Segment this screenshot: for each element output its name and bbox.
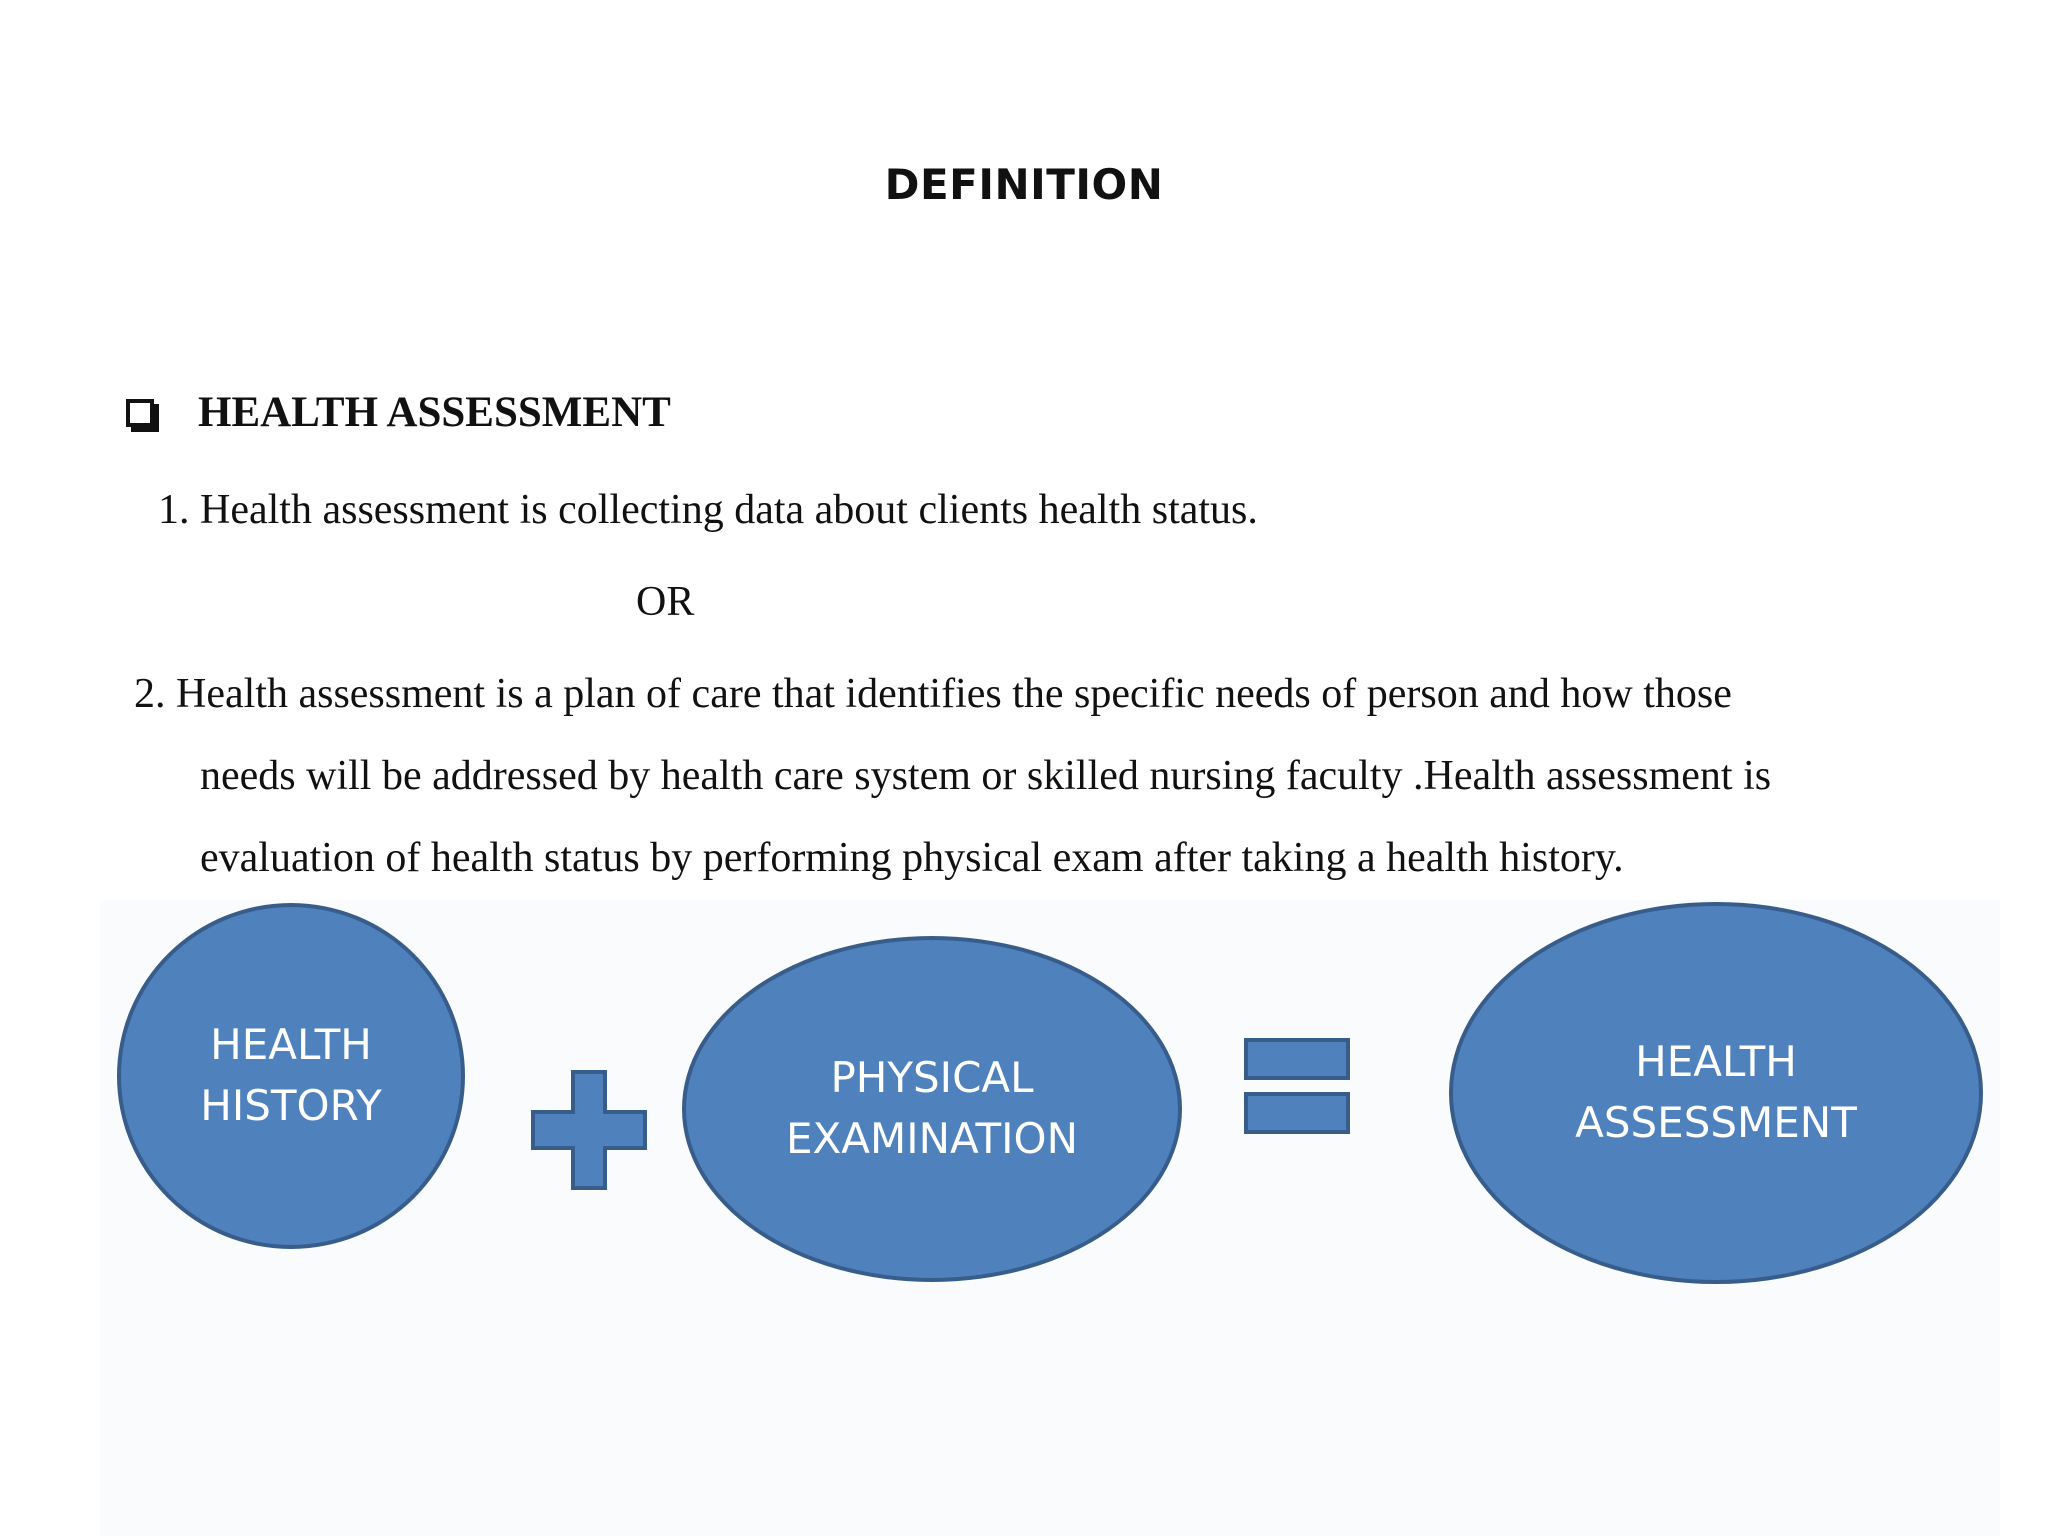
node-label-line: ASSESSMENT xyxy=(1575,1098,1857,1147)
or-separator: OR xyxy=(636,579,695,625)
slide-title: DEFINITION xyxy=(884,160,1164,209)
health-history-node xyxy=(117,903,465,1249)
node-label-line: HISTORY xyxy=(200,1081,382,1130)
health-assessment-node xyxy=(1449,902,1983,1284)
node-label-line: HEALTH xyxy=(210,1020,372,1070)
node-label-line: HEALTH xyxy=(1635,1037,1797,1087)
section-heading: HEALTH ASSESSMENT xyxy=(198,389,671,436)
definition-2-line: needs will be addressed by health care system or skilled nursing faculty .Health assessment is xyxy=(200,753,1772,799)
definition-2-line: 2. Health assessment is a plan of care that identifies the specific needs of person and how those xyxy=(134,671,1732,717)
definition-1: 1. Health assessment is collecting data about clients health status. xyxy=(158,487,1258,533)
node-label-line: EXAMINATION xyxy=(785,1114,1079,1163)
physical-examination-node xyxy=(682,936,1182,1282)
node-label-line: PHYSICAL xyxy=(830,1053,1034,1103)
plus-icon xyxy=(529,1068,649,1192)
definition-2-line: evaluation of health status by performing physical exam after taking a health history. xyxy=(200,835,1624,881)
equals-icon xyxy=(1242,1036,1352,1136)
